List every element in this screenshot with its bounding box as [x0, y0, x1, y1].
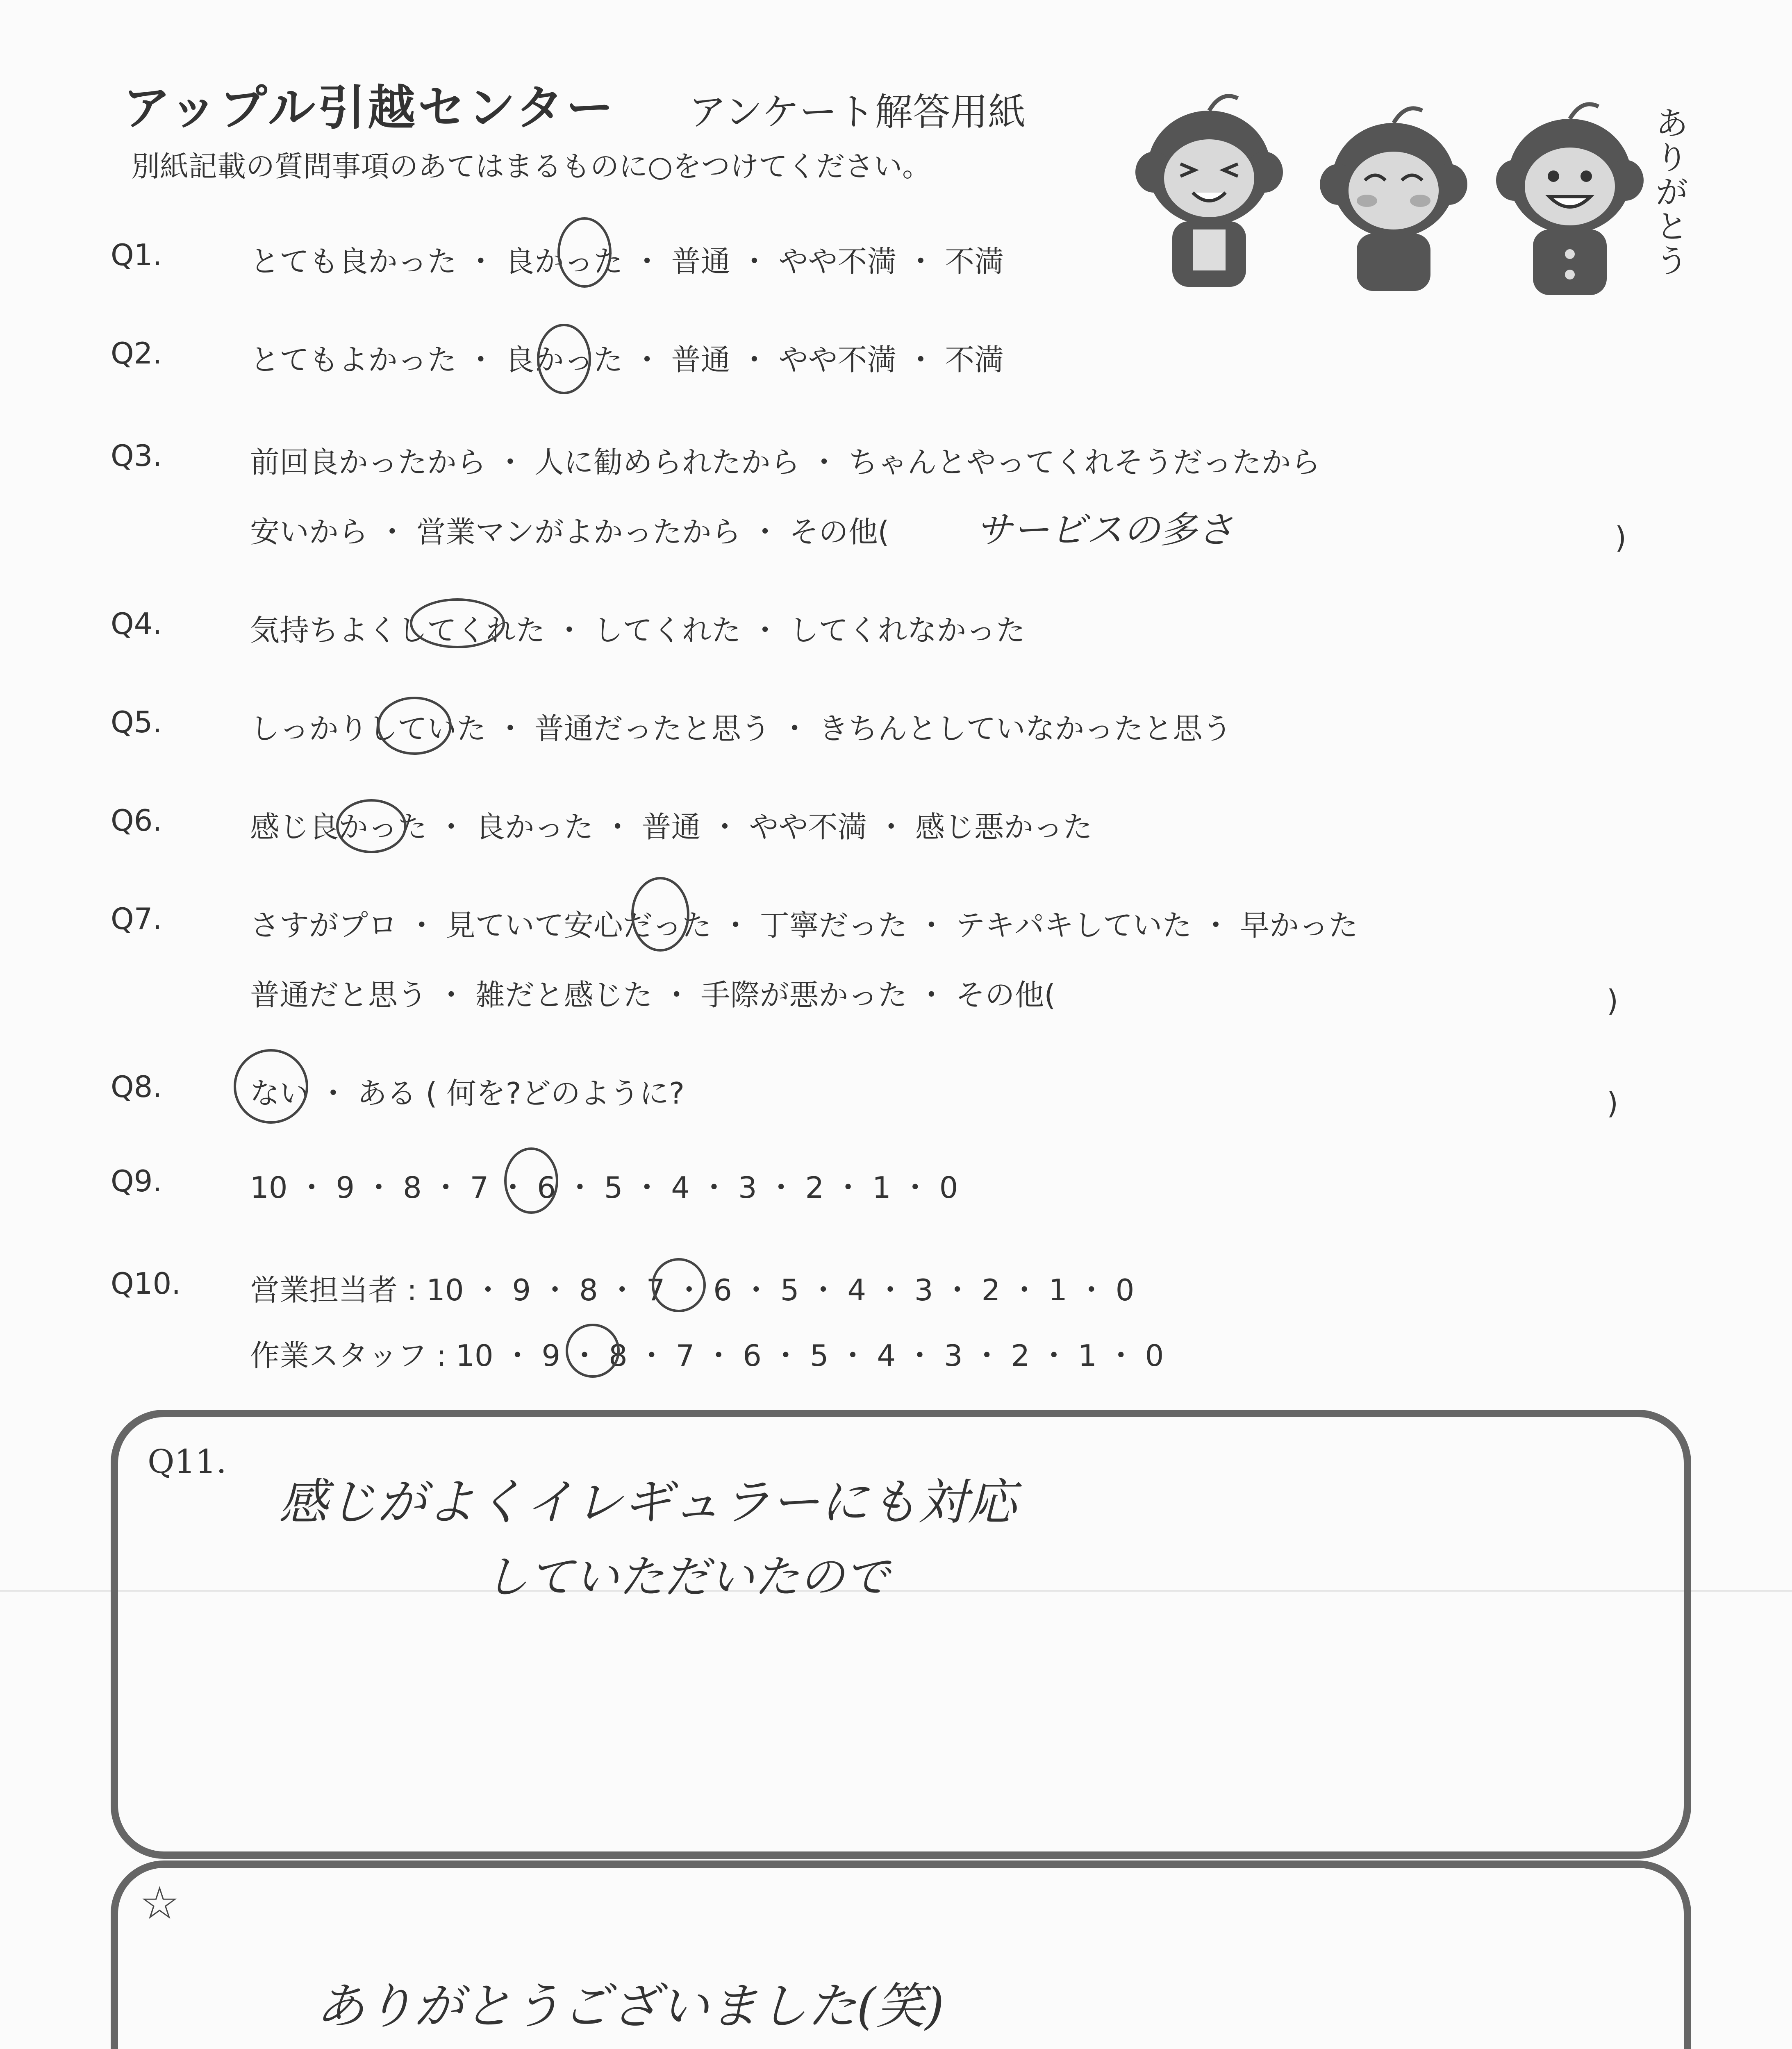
q5-number: Q5. — [111, 705, 162, 739]
q7-options-line2[interactable]: 普通だと思う ・ 雑だと感じた ・ 手際が悪かった ・ その他( — [250, 978, 1056, 1012]
q2-number: Q2. — [111, 336, 162, 370]
mascot-monkey-3-icon — [1492, 98, 1648, 303]
q8-paren-close: ) — [1607, 1086, 1619, 1120]
q10-staff-answer-circle — [566, 1324, 620, 1378]
q11-label: Q11. — [148, 1442, 227, 1481]
q7-answer-circle — [631, 877, 689, 952]
q3-paren-close: ) — [1615, 520, 1627, 555]
q10-sales-scale[interactable]: 営業担当者 : 10 ・ 9 ・ 8 ・ 7 ・ 6 ・ 5 ・ 4 ・ 3 ・ 2 ・ 1 ・ 0 — [250, 1273, 1135, 1307]
q9-answer-circle — [504, 1147, 558, 1214]
q9-number: Q9. — [111, 1164, 162, 1198]
mascot-thanks-text: ありがとう — [1656, 105, 1688, 280]
q6-number: Q6. — [111, 803, 162, 838]
q10-sales-answer-circle — [652, 1258, 706, 1312]
q8-number: Q8. — [111, 1070, 162, 1104]
comment-handwritten: ありがとうございました(笑) — [316, 1978, 944, 2035]
mascot-monkey-2-icon — [1316, 102, 1471, 299]
form-subtitle: アンケート解答用紙 — [689, 90, 1026, 134]
q3-other-handwritten: サービスの多さ — [976, 509, 1234, 552]
q4-number: Q4. — [111, 607, 162, 641]
q1-number: Q1. — [111, 238, 162, 272]
q11-handwritten-line1: 感じがよくイレギュラーにも対応 — [279, 1474, 1017, 1531]
q8-options[interactable]: ない ・ ある ( 何を?どのように? — [250, 1076, 685, 1111]
q4-answer-circle — [410, 598, 505, 648]
q4-options[interactable]: 気持ちよくしてくれた ・ してくれた ・ してくれなかった — [250, 613, 1026, 647]
q5-options[interactable]: しっかりしていた ・ 普通だったと思う ・ きちんとしていなかったと思う — [250, 711, 1232, 746]
q8-answer-circle — [234, 1049, 308, 1124]
q2-options[interactable]: とてもよかった ・ 良かった ・ 普通 ・ やや不満 ・ 不満 — [250, 343, 1004, 377]
form-instruction: 別紙記載の質問事項のあてはまるものに○をつけてください。 — [131, 150, 931, 183]
q10-number: Q10. — [111, 1266, 181, 1301]
form-title: アップル引越センター — [123, 80, 616, 136]
q9-scale[interactable]: 10 ・ 9 ・ 8 ・ 7 ・ 6 ・ 5 ・ 4 ・ 3 ・ 2 ・ 1 ・ 0 — [250, 1170, 958, 1205]
q6-answer-circle — [336, 799, 407, 853]
q10-staff-scale[interactable]: 作業スタッフ : 10 ・ 9 ・ 8 ・ 7 ・ 6 ・ 5 ・ 4 ・ 3 ・ 2 ・ 1 ・ 0 — [250, 1338, 1164, 1373]
q11-handwritten-line2: していただいたので — [484, 1551, 889, 1603]
q5-answer-circle — [377, 697, 452, 755]
q6-options[interactable]: 感じ良かった ・ 良かった ・ 普通 ・ やや不満 ・ 感じ悪かった — [250, 810, 1093, 844]
q3-number: Q3. — [111, 438, 162, 473]
q7-paren-close: ) — [1607, 984, 1619, 1018]
q1-options[interactable]: とても良かった ・ 良かった ・ 普通 ・ やや不満 ・ 不満 — [250, 244, 1004, 279]
mascot-monkey-1-icon — [1131, 90, 1287, 295]
q2-answer-circle — [537, 324, 591, 394]
q3-options-line1[interactable]: 前回良かったから ・ 人に勧められたから ・ ちゃんとやってくれそうだったから — [250, 445, 1321, 479]
q7-number: Q7. — [111, 902, 162, 936]
q7-options-line1[interactable]: さすがプロ ・ 見ていて安心だった ・ 丁寧だった ・ テキパキしていた ・ 早かった — [250, 908, 1358, 943]
q3-options-line2[interactable]: 安いから ・ 営業マンがよかったから ・ その他( — [250, 515, 889, 549]
star-icon: ☆ — [139, 1877, 180, 1929]
q1-answer-circle — [557, 217, 612, 288]
